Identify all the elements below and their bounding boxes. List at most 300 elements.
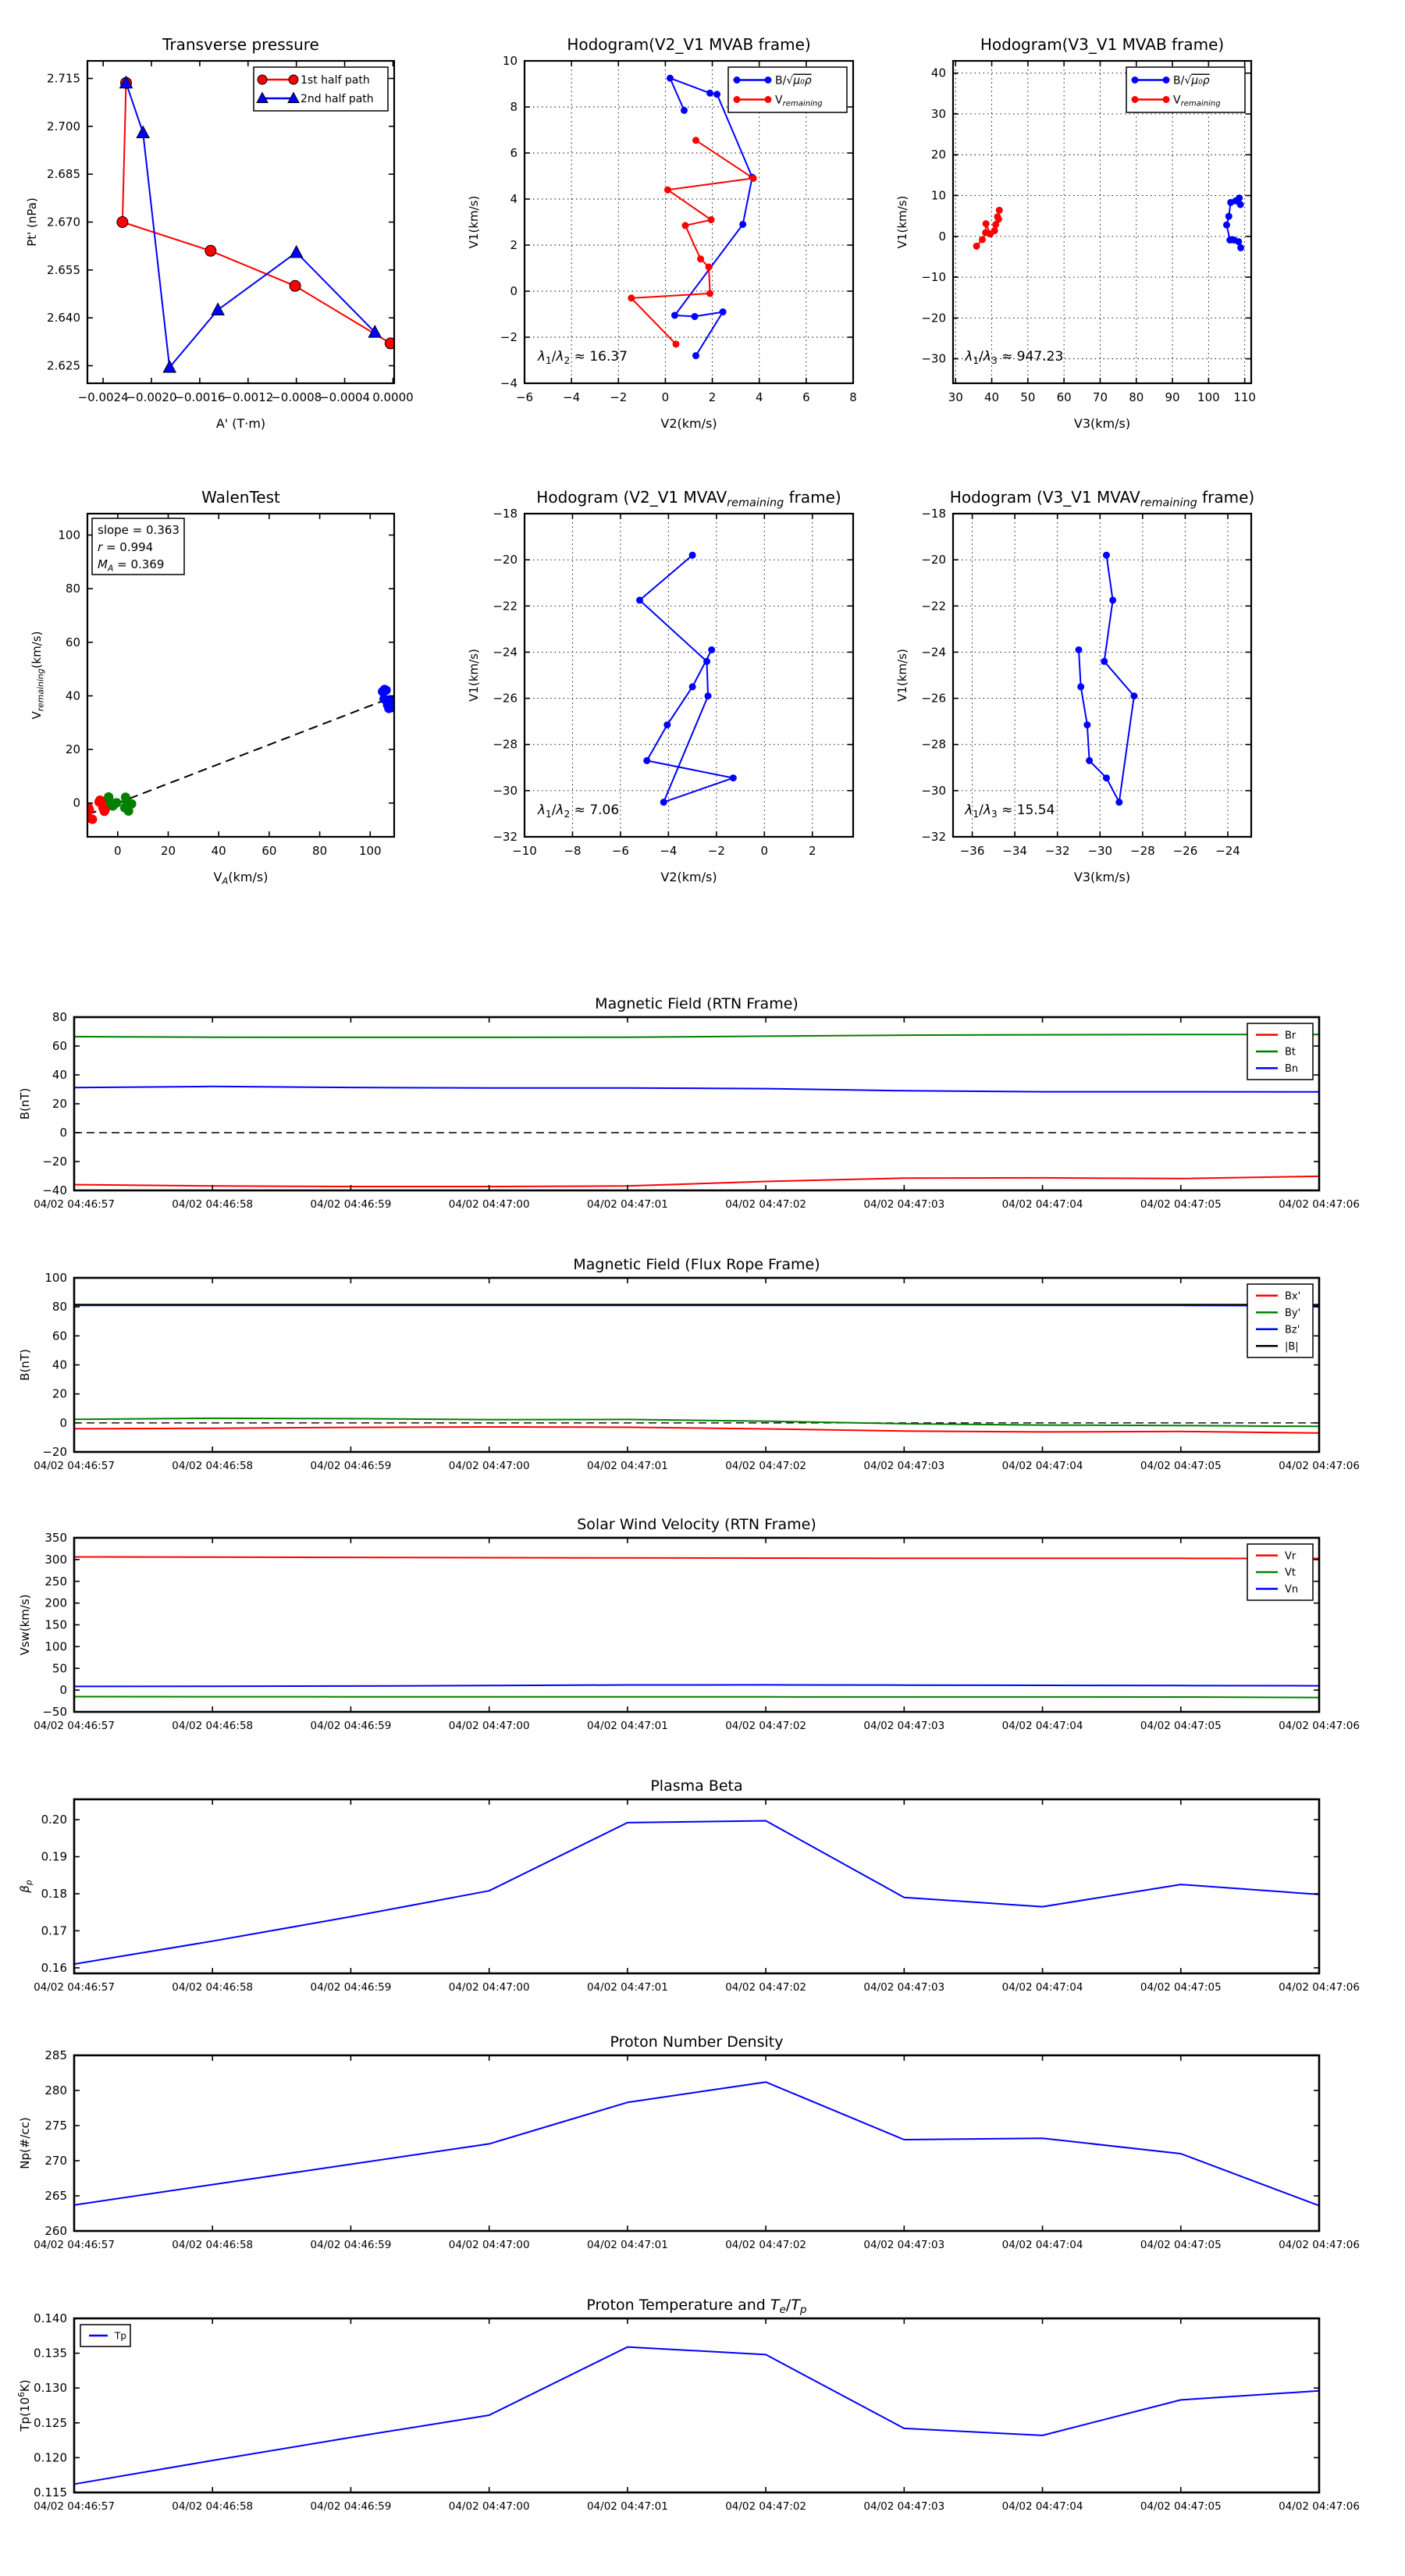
chart-title: Magnetic Field (Flux Rope Frame) xyxy=(573,1256,820,1273)
x-tick-label: 8 xyxy=(849,390,857,404)
y-tick-label: 2.670 xyxy=(47,215,80,229)
y-tick-label: −20 xyxy=(42,1445,67,1459)
y-axis-label: V1(km/s) xyxy=(467,195,481,249)
x-tick-label: 100 xyxy=(358,844,382,858)
marker-dot xyxy=(1076,646,1082,653)
y-tick-label: 285 xyxy=(44,2048,67,2062)
x-tick-label: 04/02 04:47:01 xyxy=(586,1460,668,1472)
x-tick-label: 04/02 04:47:02 xyxy=(725,1198,807,1211)
y-tick-label: 40 xyxy=(52,1068,67,1082)
marker-dot xyxy=(689,552,695,558)
x-tick-label: 04/02 04:47:00 xyxy=(448,1460,530,1472)
x-tick-label: 04/02 04:47:06 xyxy=(1279,1981,1360,1994)
marker-dot xyxy=(1132,97,1138,103)
y-tick-label: 100 xyxy=(44,1639,67,1654)
y-tick-label: 40 xyxy=(65,688,80,703)
legend xyxy=(254,67,388,111)
y-axis-label: $Tp(10^6K)$ xyxy=(16,2379,32,2432)
stats-line: $M_A = 0.369$ xyxy=(98,557,165,574)
y-tick-label: 0.16 xyxy=(41,1960,67,1975)
marker-dot xyxy=(734,77,740,84)
y-tick-label: 10 xyxy=(930,188,946,203)
y-tick-label: −20 xyxy=(42,1155,67,1169)
x-tick-label: −10 xyxy=(512,844,537,858)
y-tick-label: −32 xyxy=(921,830,946,844)
marker-dot xyxy=(644,757,650,763)
x-tick-label: 04/02 04:47:03 xyxy=(863,2239,945,2251)
marker-dot xyxy=(692,313,698,319)
y-tick-label: −24 xyxy=(921,645,946,660)
x-tick-label: 0.0000 xyxy=(372,390,414,404)
y-tick-label: 0.135 xyxy=(34,2346,67,2361)
marker-circle xyxy=(117,217,128,228)
x-tick-label: 0 xyxy=(760,844,769,858)
x-tick-label: 04/02 04:46:59 xyxy=(310,2500,392,2513)
y-axis-label: V1(km/s) xyxy=(895,195,909,249)
marker-dot xyxy=(750,175,756,181)
y-tick-label: 350 xyxy=(44,1531,67,1545)
y-tick-label: 40 xyxy=(930,66,946,80)
x-tick-label: 04/02 04:47:04 xyxy=(1001,2239,1083,2251)
x-tick-label: 04/02 04:46:59 xyxy=(310,1981,392,1994)
x-tick-label: 04/02 04:46:58 xyxy=(172,1460,254,1472)
marker-dot xyxy=(1101,658,1108,664)
x-tick-label: 04/02 04:46:58 xyxy=(172,1981,254,1994)
marker-dot xyxy=(1084,722,1090,728)
marker-dot xyxy=(720,309,726,315)
legend-label: Bn xyxy=(1285,1063,1299,1076)
x-tick-label: 04/02 04:47:06 xyxy=(1279,1720,1360,1732)
x-tick-label: 04/02 04:47:05 xyxy=(1140,2500,1222,2513)
marker-dot xyxy=(667,75,673,81)
chart-title: Proton Number Density xyxy=(610,2033,784,2051)
x-tick-label: 04/02 04:47:02 xyxy=(725,1720,807,1732)
x-tick-label: 04/02 04:46:58 xyxy=(172,1198,254,1211)
marker-dot xyxy=(708,217,714,223)
x-tick-label: −36 xyxy=(959,844,985,858)
x-tick-label: 6 xyxy=(802,390,810,404)
marker-dot xyxy=(681,107,687,113)
y-axis-label: V1(km/s) xyxy=(895,649,909,702)
y-tick-label: 2 xyxy=(510,238,518,252)
x-tick-label: 04/02 04:47:05 xyxy=(1140,1460,1222,1472)
y-tick-label: 2.655 xyxy=(47,262,80,277)
y-tick-label: 2.685 xyxy=(47,167,80,182)
y-tick-label: 150 xyxy=(44,1617,67,1632)
marker-dot xyxy=(1238,244,1244,251)
marker-dot xyxy=(1078,684,1084,690)
lambda-annotation: $\lambda_1/\lambda_2 \approx 7.06$ xyxy=(537,802,620,820)
x-tick-label: −0.0016 xyxy=(174,390,226,404)
chart-title: Proton Temperature and $T_e/T_p$ xyxy=(586,2297,807,2317)
legend-label: Br xyxy=(1285,1030,1297,1042)
x-tick-label: 80 xyxy=(312,844,328,858)
marker-dot xyxy=(705,693,711,699)
marker-dot xyxy=(740,221,746,227)
marker-dot xyxy=(682,222,688,229)
x-tick-label: 04/02 04:47:05 xyxy=(1140,1981,1222,1994)
marker-dot xyxy=(707,90,713,96)
x-tick-label: 100 xyxy=(1197,390,1220,404)
y-tick-label: 0.20 xyxy=(41,1813,67,1827)
x-tick-label: 04/02 04:47:05 xyxy=(1140,1720,1222,1732)
chart-title: Transverse pressure xyxy=(162,35,319,54)
x-tick-label: 04/02 04:47:04 xyxy=(1001,1460,1083,1472)
marker-dot xyxy=(1087,757,1093,763)
x-tick-label: −8 xyxy=(564,844,582,858)
x-tick-label: 04/02 04:47:06 xyxy=(1279,1460,1360,1472)
marker-dot xyxy=(1110,597,1116,603)
marker-dot xyxy=(1163,77,1169,84)
y-tick-label: 2.700 xyxy=(47,119,80,133)
marker-dot xyxy=(1132,77,1138,84)
x-tick-label: −28 xyxy=(1130,844,1155,858)
y-tick-label: 6 xyxy=(510,146,518,160)
x-tick-label: −26 xyxy=(1172,844,1198,858)
x-tick-label: 04/02 04:46:57 xyxy=(34,1460,115,1472)
marker-dot xyxy=(973,243,980,249)
marker-dot xyxy=(765,77,771,84)
legend-label: B/√μ₀ρ xyxy=(1173,74,1210,87)
marker-dot xyxy=(664,722,670,728)
marker-dot xyxy=(706,264,712,270)
x-tick-label: 04/02 04:47:03 xyxy=(863,1460,945,1472)
x-tick-label: 04/02 04:46:59 xyxy=(310,1198,392,1211)
y-tick-label: 4 xyxy=(510,192,518,206)
y-tick-label: 200 xyxy=(44,1596,67,1610)
marker-dot xyxy=(698,256,704,262)
y-tick-label: 2.625 xyxy=(47,358,80,373)
marker-circle xyxy=(258,75,267,84)
x-tick-label: −4 xyxy=(660,844,678,858)
x-axis-label: V3(km/s) xyxy=(1073,870,1131,884)
x-tick-label: −2 xyxy=(707,844,725,858)
y-tick-label: 270 xyxy=(44,2154,67,2168)
y-tick-label: 80 xyxy=(52,1300,67,1315)
y-tick-label: −28 xyxy=(493,737,518,752)
x-tick-label: 04/02 04:47:04 xyxy=(1001,2500,1083,2513)
legend-label: Tp xyxy=(115,2330,126,2342)
y-tick-label: −20 xyxy=(493,553,518,568)
x-tick-label: 04/02 04:47:00 xyxy=(448,1720,530,1732)
lambda-annotation: $\lambda_1/\lambda_2 \approx 16.37$ xyxy=(537,349,628,366)
x-tick-label: 04/02 04:47:01 xyxy=(586,1198,668,1211)
x-tick-label: −32 xyxy=(1044,844,1070,858)
marker-dot xyxy=(983,221,989,227)
x-tick-label: 04/02 04:47:01 xyxy=(586,2239,668,2251)
x-tick-label: −6 xyxy=(611,844,629,858)
y-axis-label: $V_{remaining}(km/s)$ xyxy=(30,631,46,720)
y-axis-label: Vsw(km/s) xyxy=(18,1594,32,1656)
chart-title: Magnetic Field (RTN Frame) xyxy=(595,995,799,1012)
x-tick-label: 04/02 04:47:04 xyxy=(1001,1981,1083,1994)
x-tick-label: 0 xyxy=(114,844,122,858)
x-tick-label: 04/02 04:46:58 xyxy=(172,2500,254,2513)
chart-title: Hodogram (V2_V1 $MVAV_{remaining}$ frame) xyxy=(536,488,841,510)
y-tick-label: −2 xyxy=(500,330,518,344)
y-axis-label: B(nT) xyxy=(18,1087,32,1120)
y-tick-label: −50 xyxy=(42,1705,67,1719)
marker-dot xyxy=(704,658,710,664)
marker-dot xyxy=(660,799,667,806)
legend xyxy=(1126,67,1245,112)
x-tick-label: 04/02 04:46:59 xyxy=(310,1460,392,1472)
y-axis-label: B(nT) xyxy=(18,1349,32,1381)
y-axis-label: $\beta_p$ xyxy=(18,1880,34,1893)
x-tick-label: −4 xyxy=(563,390,581,404)
legend-label: Bz' xyxy=(1285,1324,1300,1336)
y-tick-label: 0.130 xyxy=(34,2381,67,2396)
y-tick-label: 260 xyxy=(44,2224,67,2238)
legend-label: By' xyxy=(1285,1307,1301,1319)
y-axis-label: V1(km/s) xyxy=(467,649,481,702)
marker-dot xyxy=(671,312,678,318)
marker-dot xyxy=(382,686,390,695)
y-tick-label: 0 xyxy=(59,1415,67,1430)
x-tick-label: 04/02 04:47:01 xyxy=(586,1981,668,1994)
y-tick-label: −30 xyxy=(493,783,518,798)
x-axis-label: V2(km/s) xyxy=(660,870,717,884)
legend-label: Vn xyxy=(1285,1584,1299,1596)
marker-dot xyxy=(689,684,695,690)
y-tick-label: 0.120 xyxy=(34,2450,67,2465)
y-tick-label: 0 xyxy=(73,795,80,810)
legend-label: $V_{remaining}$ xyxy=(1173,94,1221,109)
y-tick-label: −24 xyxy=(493,645,518,660)
x-axis-label: A' (T·m) xyxy=(215,416,266,431)
x-tick-label: −0.0012 xyxy=(222,390,274,404)
marker-dot xyxy=(734,97,740,103)
legend xyxy=(728,67,847,112)
x-tick-label: 04/02 04:47:05 xyxy=(1140,1198,1222,1211)
y-tick-label: −18 xyxy=(921,507,946,521)
x-tick-label: 04/02 04:47:06 xyxy=(1279,2239,1360,2251)
x-tick-label: 2 xyxy=(708,390,717,404)
x-tick-label: 04/02 04:47:00 xyxy=(448,2239,530,2251)
legend-label: Vt xyxy=(1285,1567,1296,1579)
x-tick-label: 2 xyxy=(808,844,816,858)
marker-dot xyxy=(765,97,771,103)
legend xyxy=(1247,1284,1313,1357)
legend xyxy=(1247,1544,1313,1600)
x-tick-label: 04/02 04:46:57 xyxy=(34,1720,115,1732)
y-tick-label: 0.140 xyxy=(34,2311,67,2325)
marker-dot xyxy=(709,646,715,653)
x-axis-label: V3(km/s) xyxy=(1073,416,1131,431)
x-tick-label: 04/02 04:47:00 xyxy=(448,1198,530,1211)
x-tick-label: −6 xyxy=(515,390,534,404)
x-tick-label: 04/02 04:47:06 xyxy=(1279,2500,1360,2513)
series-vt xyxy=(74,1697,1319,1698)
x-tick-label: 60 xyxy=(1056,390,1072,404)
y-tick-label: −18 xyxy=(493,507,518,521)
x-tick-label: 04/02 04:47:00 xyxy=(448,1981,530,1994)
legend-label: B/√μ₀ρ xyxy=(775,74,812,87)
stats-box xyxy=(92,518,184,575)
marker-dot xyxy=(664,187,670,193)
y-tick-label: 60 xyxy=(52,1329,67,1343)
marker-dot xyxy=(112,799,121,807)
y-tick-label: 60 xyxy=(52,1039,67,1053)
y-tick-label: 0.125 xyxy=(34,2415,67,2430)
y-tick-label: 20 xyxy=(52,1097,67,1111)
legend-label: |B| xyxy=(1285,1340,1299,1353)
marker-dot xyxy=(1163,97,1169,103)
marker-dot xyxy=(88,815,97,824)
x-tick-label: 4 xyxy=(755,390,763,404)
x-tick-label: 04/02 04:47:02 xyxy=(725,2500,807,2513)
x-tick-label: 0 xyxy=(661,390,670,404)
y-tick-label: 265 xyxy=(44,2189,67,2203)
y-tick-label: 10 xyxy=(502,54,518,68)
marker-circle xyxy=(290,280,301,291)
marker-dot xyxy=(1116,799,1122,806)
y-tick-label: −30 xyxy=(921,783,946,798)
y-tick-label: −30 xyxy=(921,351,946,366)
x-tick-label: 04/02 04:46:57 xyxy=(34,2500,115,2513)
marker-dot xyxy=(1228,199,1234,205)
chart-title: Hodogram(V2_V1 MVAB frame) xyxy=(567,35,811,54)
y-tick-label: 0 xyxy=(59,1683,67,1698)
y-tick-label: 80 xyxy=(52,1010,67,1024)
y-tick-label: 60 xyxy=(65,635,80,649)
x-tick-label: 04/02 04:47:02 xyxy=(725,1981,807,1994)
marker-dot xyxy=(991,227,998,233)
x-tick-label: 04/02 04:46:59 xyxy=(310,1720,392,1732)
x-tick-label: 30 xyxy=(948,390,963,404)
x-tick-label: 04/02 04:47:02 xyxy=(725,2239,807,2251)
chart-title: Hodogram (V3_V1 $MVAV_{remaining}$ frame) xyxy=(949,488,1255,510)
y-tick-label: 80 xyxy=(65,582,80,596)
marker-dot xyxy=(1224,222,1230,228)
x-tick-label: −0.0020 xyxy=(126,390,177,404)
x-tick-label: −0.0004 xyxy=(319,390,371,404)
marker-dot xyxy=(994,214,1001,220)
x-tick-label: −2 xyxy=(610,390,628,404)
x-tick-label: −34 xyxy=(1002,844,1027,858)
y-tick-label: 20 xyxy=(52,1386,67,1401)
y-tick-label: −28 xyxy=(921,737,946,752)
y-tick-label: 8 xyxy=(510,100,518,114)
x-tick-label: 04/02 04:47:04 xyxy=(1001,1720,1083,1732)
y-tick-label: 275 xyxy=(44,2119,67,2133)
y-tick-label: 0.17 xyxy=(41,1923,67,1938)
marker-dot xyxy=(1103,552,1109,558)
lambda-annotation: $\lambda_1/\lambda_3 \approx 947.23$ xyxy=(965,349,1064,366)
x-tick-label: 50 xyxy=(1020,390,1036,404)
legend-label: Bt xyxy=(1285,1046,1297,1059)
y-tick-label: 20 xyxy=(65,742,80,757)
marker-dot xyxy=(693,137,699,144)
y-tick-label: −4 xyxy=(500,376,518,390)
marker-dot xyxy=(127,799,136,808)
chart-title: Plasma Beta xyxy=(650,1777,743,1795)
y-axis-label: Pt' (nPa) xyxy=(25,197,39,247)
y-tick-label: −20 xyxy=(921,311,946,326)
marker-dot xyxy=(707,290,713,297)
x-tick-label: 04/02 04:47:03 xyxy=(863,2500,945,2513)
marker-circle xyxy=(289,75,298,84)
y-tick-label: 280 xyxy=(44,2083,67,2097)
x-tick-label: 40 xyxy=(984,390,1000,404)
x-tick-label: 04/02 04:47:03 xyxy=(863,1981,945,1994)
legend-label: Vr xyxy=(1285,1550,1297,1563)
legend-label: $V_{remaining}$ xyxy=(775,94,823,109)
marker-dot xyxy=(1225,213,1232,219)
y-tick-label: 0 xyxy=(59,1126,67,1140)
marker-circle xyxy=(205,245,216,256)
chart-title: Hodogram(V3_V1 MVAB frame) xyxy=(980,35,1225,54)
y-tick-label: 50 xyxy=(52,1661,67,1676)
x-tick-label: −24 xyxy=(1215,844,1240,858)
y-tick-label: 0.18 xyxy=(41,1886,67,1901)
marker-dot xyxy=(693,353,699,359)
y-tick-label: −22 xyxy=(493,599,518,614)
y-tick-label: 0 xyxy=(938,229,946,244)
y-tick-label: 20 xyxy=(930,148,946,162)
y-tick-label: −40 xyxy=(42,1183,67,1197)
x-tick-label: 04/02 04:46:58 xyxy=(172,1720,254,1732)
series-line xyxy=(74,1697,1319,1698)
x-tick-label: 04/02 04:46:58 xyxy=(172,2239,254,2251)
y-tick-label: −32 xyxy=(493,830,518,844)
lambda-annotation: $\lambda_1/\lambda_3 \approx 15.54$ xyxy=(965,802,1055,820)
x-tick-label: 04/02 04:47:01 xyxy=(586,2500,668,2513)
x-tick-label: 04/02 04:47:00 xyxy=(448,2500,530,2513)
x-tick-label: 60 xyxy=(261,844,277,858)
legend-label: 2nd half path xyxy=(301,93,374,106)
legend xyxy=(1247,1023,1313,1080)
y-tick-label: −10 xyxy=(921,270,946,285)
y-axis-label: Np(#/cc) xyxy=(18,2117,32,2169)
x-tick-label: 40 xyxy=(211,844,226,858)
x-tick-label: −0.0024 xyxy=(77,390,129,404)
legend-label: 1st half path xyxy=(301,74,370,87)
x-tick-label: 04/02 04:47:01 xyxy=(586,1720,668,1732)
stats-line: slope = 0.363 xyxy=(98,523,180,537)
y-tick-label: 0.19 xyxy=(41,1849,67,1864)
x-tick-label: 04/02 04:47:02 xyxy=(725,1460,807,1472)
y-tick-label: 40 xyxy=(52,1357,67,1372)
x-tick-label: 110 xyxy=(1233,390,1256,404)
x-tick-label: −0.0008 xyxy=(271,390,322,404)
stats-line: r = 0.994 xyxy=(98,540,154,554)
marker-dot xyxy=(980,237,986,243)
marker-dot xyxy=(1236,239,1242,245)
y-tick-label: 0 xyxy=(510,284,518,298)
y-tick-label: 300 xyxy=(44,1552,67,1567)
marker-dot xyxy=(714,91,720,98)
y-tick-label: 250 xyxy=(44,1574,67,1589)
marker-dot xyxy=(1131,693,1137,699)
marker-dot xyxy=(628,295,635,301)
marker-dot xyxy=(730,775,736,781)
x-axis-label: $V_A(km/s)$ xyxy=(213,870,269,887)
legend-label: Bx' xyxy=(1285,1290,1301,1303)
y-tick-label: 0.115 xyxy=(34,2485,67,2500)
marker-dot xyxy=(637,597,643,603)
chart-title: Solar Wind Velocity (RTN Frame) xyxy=(577,1516,816,1533)
legend xyxy=(80,2325,130,2347)
marker-dot xyxy=(673,341,679,347)
x-tick-label: 04/02 04:46:59 xyxy=(310,2239,392,2251)
x-tick-label: −30 xyxy=(1087,844,1113,858)
y-tick-label: 2.715 xyxy=(47,71,80,86)
y-tick-label: 100 xyxy=(58,528,80,543)
y-tick-label: 2.640 xyxy=(47,311,80,326)
x-tick-label: 04/02 04:47:06 xyxy=(1279,1198,1360,1211)
x-tick-label: 04/02 04:46:57 xyxy=(34,1981,115,1994)
